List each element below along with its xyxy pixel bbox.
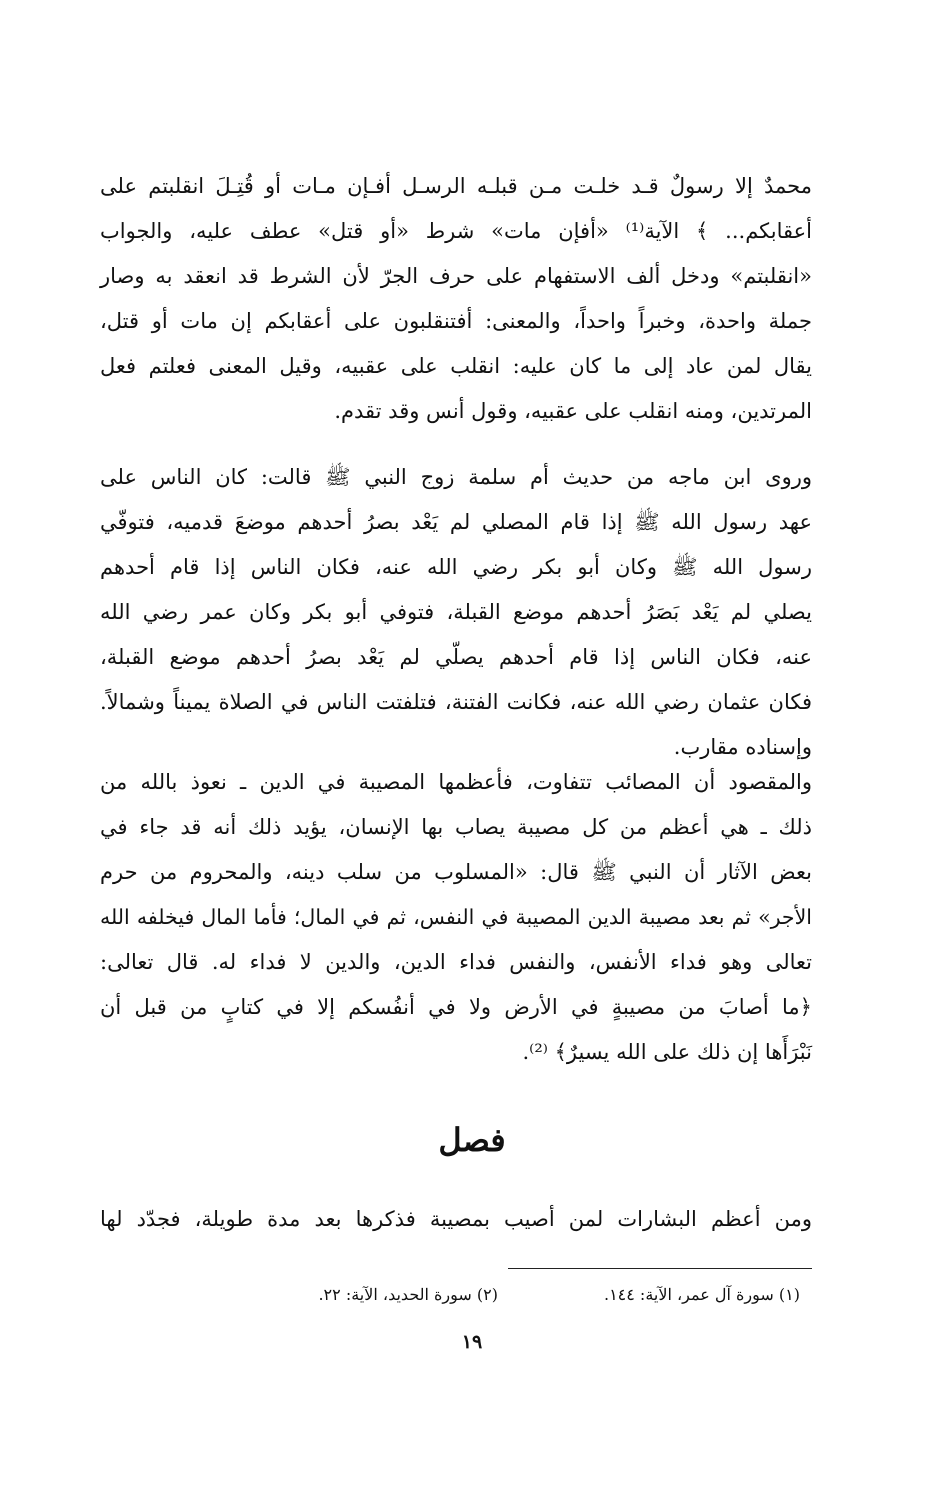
page-number: ١٩ (461, 1331, 483, 1353)
text-line: ذلك ـ هي أعظم من كل مصيبة يصاب بها الإنسان، يؤيد ذلك أنه قد جاء في (100, 815, 812, 839)
paragraph-hadith-ibn-majah (100, 455, 812, 770)
footnote-2: (٢) سورة الحديد، الآية: ٢٢. (318, 1285, 498, 1304)
text-line: رسول الله ﷺ وكان أبو بكر رضي الله عنه، فكان الناس إذا قام أحدهم (100, 555, 812, 579)
text-line: بعض الآثار أن النبي ﷺ قال: «المسلوب من سلب دينه، والمحروم من حرم (100, 860, 812, 884)
paragraph-calamities (100, 760, 812, 1075)
text-line: ومن أعظم البشارات لمن أصيب بمصيبة فذكرها بعد مدة طويلة، فجدّد لها (100, 1207, 812, 1231)
text-line: تعالى وهو فداء الأنفس، والنفس فداء الدين، والدين لا فداء له. قال تعالى: (100, 950, 812, 974)
footnote-divider (508, 1268, 812, 1269)
text-line: وروى ابن ماجه من حديث أم سلمة زوج النبي ﷺ قالت: كان الناس على (100, 465, 812, 489)
text-line: جملة واحدة، وخبراً واحداً، والمعنى: أفتنقلبون على أعقابكم إن مات أو قتل، (100, 309, 812, 333)
text-line: عنه، فكان الناس إذا قام أحدهم يصلّي لم يَعْد بصرُ أحدهم موضع القبلة، (100, 645, 812, 669)
text-line: «انقلبتم» ودخل ألف الاستفهام على حرف الجرّ لأن الشرط قد انعقد به وصار (100, 264, 812, 288)
text-line: الأجر» ثم بعد مصيبة الدين المصيبة في النفس، ثم في المال؛ فأما المال فيخلفه الله (100, 905, 812, 929)
paragraph-quran-commentary (100, 164, 812, 434)
footnote-1: (١) سورة آل عمر، الآية: ١٤٤. (603, 1285, 800, 1304)
paragraph-glad-tidings (100, 1197, 812, 1242)
text-line: ﴿ما أصابَ من مصيبةٍ في الأرض ولا في أنفُسكم إلا في كتابٍ من قبل أن (100, 995, 812, 1019)
text-line: وإسناده مقارب. (673, 735, 812, 759)
text-line: يصلي لم يَعْد بَصَرُ أحدهم موضع القبلة، فتوفي أبو بكر وكان عمر رضي الله (100, 600, 812, 624)
text-line: يقال لمن عاد إلى ما كان عليه: انقلب على عقبيه، وقيل المعنى فعلتم فعل (100, 354, 812, 378)
text-line: أعقابكم... ﴾ الآية⁽¹⁾ «أفإن مات» شرط «أو قتل» عطف عليه، والجواب (100, 219, 813, 243)
text-line: والمقصود أن المصائب تتفاوت، فأعظمها المصيبة في الدين ـ نعوذ بالله من (100, 770, 812, 794)
section-heading: فصل (438, 1121, 506, 1159)
text-line: عهد رسول الله ﷺ إذا قام المصلي لم يَعْد بصرُ أحدهم موضعَ قدميه، فتوفّي (100, 510, 812, 534)
text-line: المرتدين، ومنه انقلب على عقبيه، وقول أنس وقد تقدم. (334, 399, 812, 423)
text-line: فكان عثمان رضي الله عنه، فكانت الفتنة، فتلفتت الناس في الصلاة يميناً وشمالاً. (100, 690, 812, 714)
text-line: محمدٌ إلا رسولٌ قـد خلـت مـن قبلـه الرسـل أفـإن مـات أو قُتِـلَ انقلبتم على (100, 174, 812, 198)
text-line: نَبْرَأَها إن ذلك على الله يسيرٌ﴾ ⁽²⁾. (522, 1040, 812, 1064)
